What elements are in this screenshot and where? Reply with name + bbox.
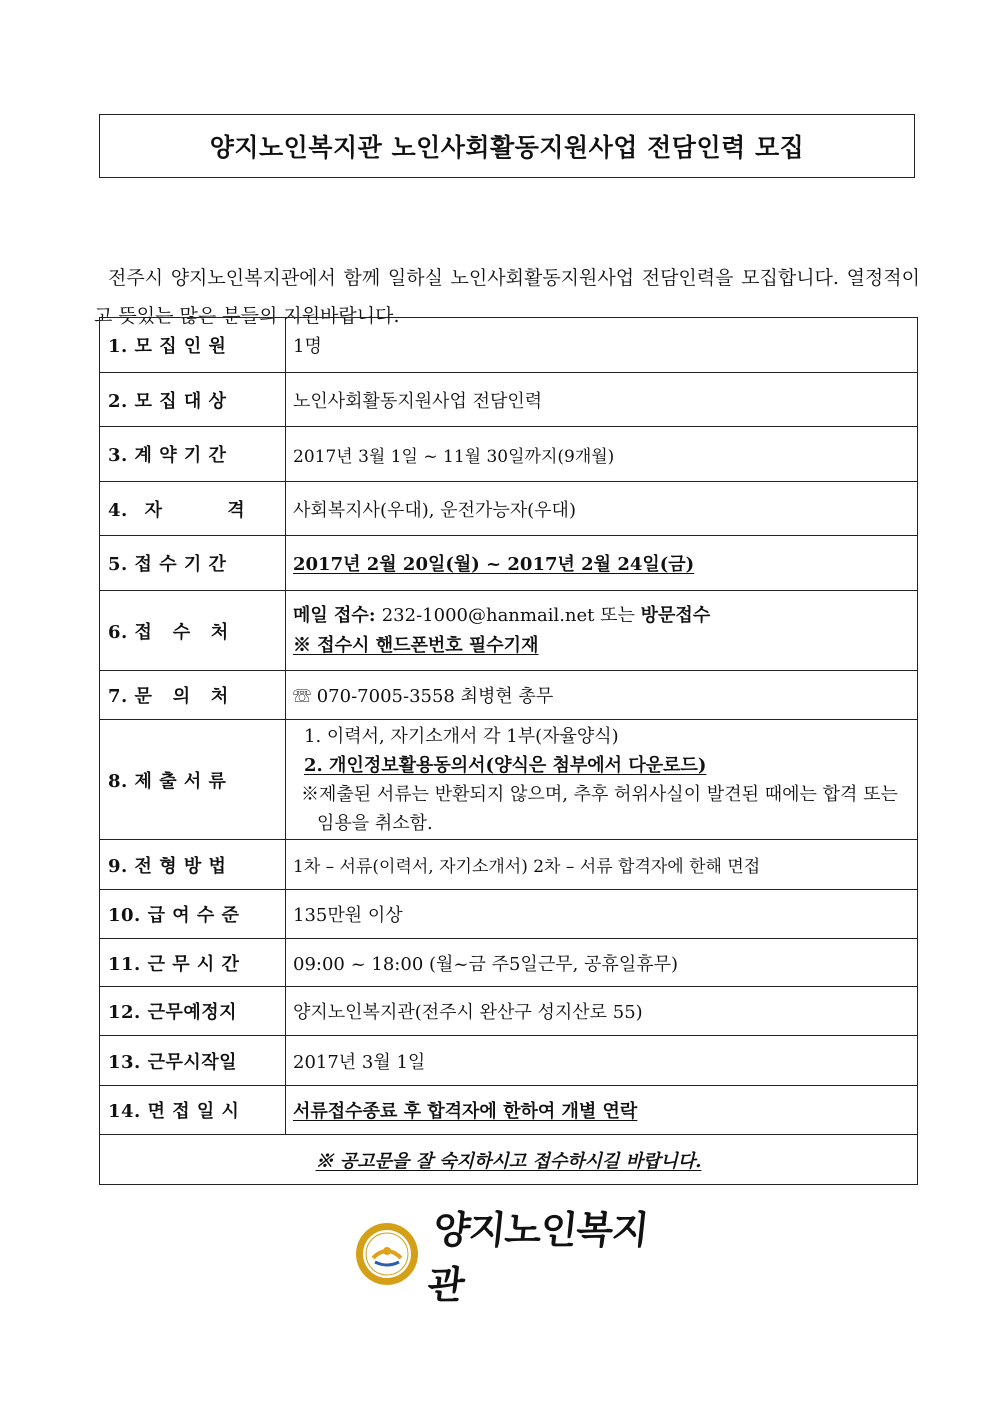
table-row [100, 1135, 918, 1185]
application-method-line [293, 601, 911, 631]
row-value [286, 671, 918, 720]
row-value: 1명 [286, 318, 918, 373]
document-item: 1. 이력서, 자기소개서 각 1부(자율양식) [304, 725, 619, 747]
table-row [100, 536, 918, 591]
phone-icon: ☏ [293, 686, 311, 707]
table-row [100, 373, 918, 427]
document-note: ※제출된 서류는 반환되지 않으며, 추후 허위사실이 발견된 때에는 합격 또는 임용을 취소함. [301, 783, 898, 834]
table-row [100, 318, 918, 373]
table-row [100, 671, 918, 720]
institution-seal-icon [355, 1222, 419, 1286]
institution-name: 양지노인복지관 [425, 1208, 651, 1307]
row-value: 노인사회활동지원사업 전담인력 [286, 373, 918, 427]
row-label: 7. 문 의 처 [100, 671, 286, 720]
row-value: 서류접수종료 후 합격자에 한하여 개별 연락 [286, 1086, 918, 1135]
institution-logo [355, 1208, 665, 1307]
row-value: 사회복지사(우대), 운전가능자(우대) [286, 482, 918, 536]
row-value: 2017년 3월 1일 [286, 1036, 918, 1086]
row-value: 135만원 이상 [286, 890, 918, 939]
table-row [100, 890, 918, 939]
row-label [100, 482, 286, 536]
page-title-box [99, 114, 915, 178]
recruitment-info-table [99, 317, 918, 1185]
table-row [100, 987, 918, 1036]
visit-text: 방문접수 [640, 604, 711, 626]
intro-paragraph: 전주시 양지노인복지관에서 함께 일하실 노인사회활동지원사업 전담인력을 모집합니다. 열정적이고 뜻있는 많은 분들의 지원바랍니다. [94, 267, 920, 327]
row-value: 1차 – 서류(이력서, 자기소개서) 2차 – 서류 합격자에 한해 면접 [286, 840, 918, 890]
phone-required-note: ※ 접수시 핸드폰번호 필수기재 [293, 634, 539, 656]
row-label-part: 격 [227, 499, 246, 521]
row-label: 5. 접 수 기 간 [100, 536, 286, 591]
email-label: 메일 접수: [293, 604, 382, 626]
row-value: 2017년 3월 1일 ~ 11월 30일까지(9개월) [286, 427, 918, 482]
row-value: 09:00 ~ 18:00 (월~금 주5일근무, 공휴일휴무) [286, 939, 918, 987]
contact-text: 070-7005-3558 최병현 총무 [316, 686, 554, 707]
footer-note: ※ 공고문을 잘 숙지하시고 접수하시길 바랍니다. [315, 1150, 702, 1172]
row-label: 2. 모 집 대 상 [100, 373, 286, 427]
row-label: 11. 근 무 시 간 [100, 939, 286, 987]
table-row [100, 1036, 918, 1086]
document-item: 2. 개인정보활용동의서(양식은 첨부에서 다운로드) [304, 754, 707, 776]
row-label-number: 4. [108, 499, 128, 521]
or-text: 또는 [594, 604, 641, 626]
row-value: 양지노인복지관(전주시 완산구 성지산로 55) [286, 987, 918, 1036]
row-label: 12. 근무예정지 [100, 987, 286, 1036]
row-value: 2017년 2월 20일(월) ~ 2017년 2월 24일(금) [286, 536, 918, 591]
row-label: 9. 전 형 방 법 [100, 840, 286, 890]
page-title: 양지노인복지관 노인사회활동지원사업 전담인력 모집 [209, 133, 805, 162]
row-value [286, 591, 918, 671]
table-row [100, 591, 918, 671]
row-label: 8. 제 출 서 류 [100, 720, 286, 840]
table-row [100, 482, 918, 536]
table-row [100, 840, 918, 890]
row-label: 14. 면 접 일 시 [100, 1086, 286, 1135]
email-address: 232-1000@hanmail.net [381, 604, 595, 626]
row-label: 3. 계 약 기 간 [100, 427, 286, 482]
row-label: 6. 접 수 처 [100, 591, 286, 671]
footer-note-cell [100, 1135, 918, 1185]
row-label-part: 자 [144, 499, 163, 521]
table-row [100, 720, 918, 840]
table-row [100, 427, 918, 482]
row-label: 13. 근무시작일 [100, 1036, 286, 1086]
row-value [286, 720, 918, 840]
row-label: 1. 모 집 인 원 [100, 318, 286, 373]
table-row [100, 939, 918, 987]
row-label: 10. 급 여 수 준 [100, 890, 286, 939]
table-row [100, 1086, 918, 1135]
